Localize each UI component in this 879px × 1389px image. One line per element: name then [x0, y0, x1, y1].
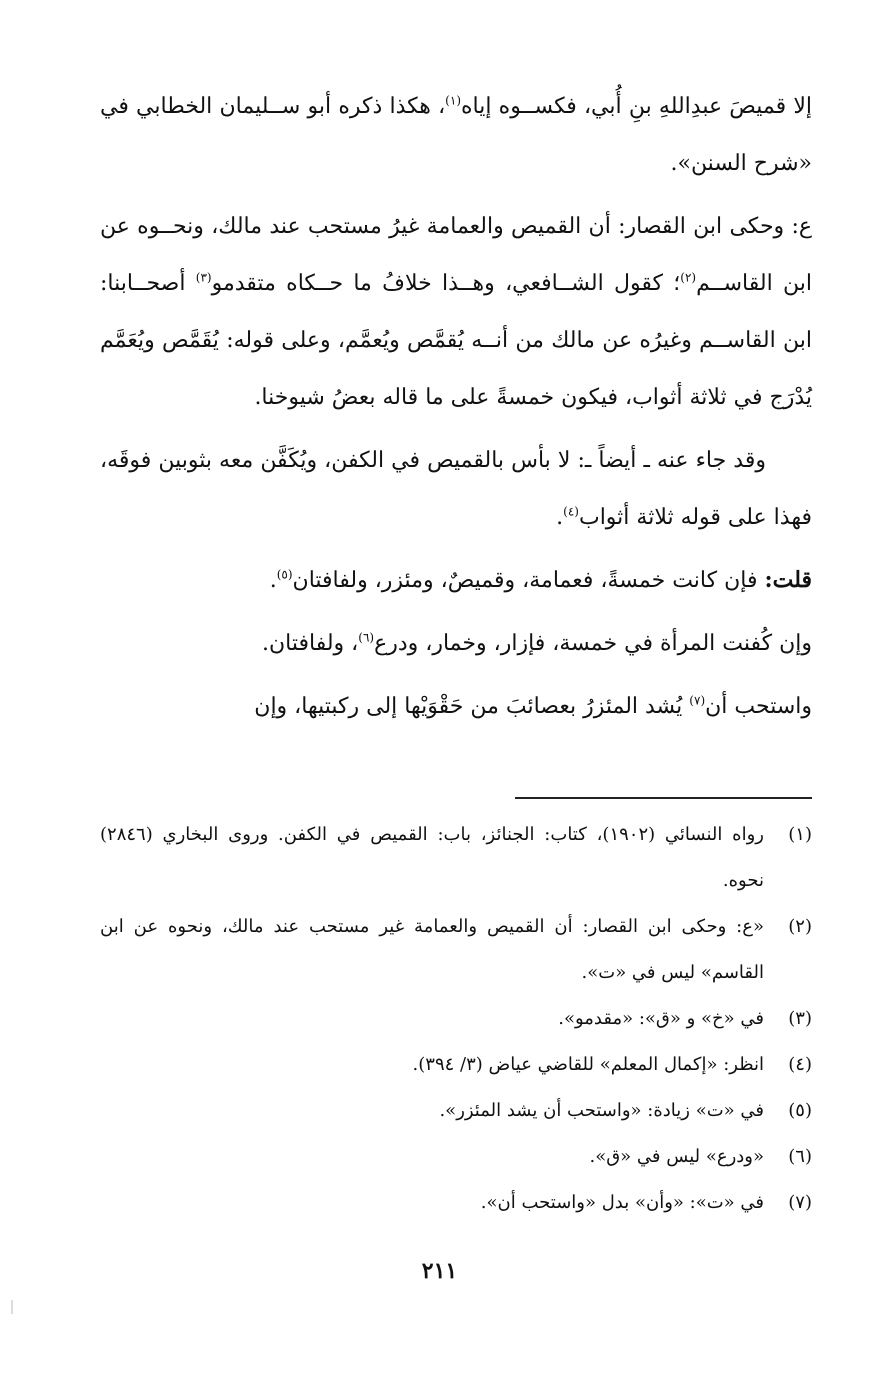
footnote-ref: (٢)	[680, 270, 697, 285]
footnote-ref: (٧)	[689, 693, 706, 708]
footnote-text: في «ت» زيادة: «واستحب أن يشد المئزر».	[439, 1100, 764, 1121]
text-run: واستحب أن	[705, 694, 812, 719]
paragraph-3	[100, 432, 812, 546]
text-run: وإن كُفنت المرأة في خمسة، فإزار، وخمار، ودرع	[374, 631, 812, 656]
footnote-number: (١)	[788, 824, 812, 845]
footnote-number: (٧)	[788, 1192, 812, 1213]
footnote-number: (٤)	[788, 1054, 812, 1075]
footnote-text: رواه النسائي (١٩٠٢)، كتاب: الجنائز، باب: القميص في الكفن. وروى البخاري (٢٨٤٦) نحوه.	[100, 824, 764, 891]
paragraph-1	[100, 78, 812, 192]
footnote-ref: (٥)	[276, 567, 293, 582]
footnote-item	[100, 1042, 812, 1088]
footnote-number: (٦)	[788, 1146, 812, 1167]
footnote-item	[100, 904, 812, 996]
footnote-ref: (٤)	[563, 504, 579, 519]
footnote-ref: (١)	[445, 93, 461, 108]
footnote-ref: (٦)	[358, 630, 375, 645]
text-run: إلا قميصَ عبدِاللهِ بنِ أُبي، فكســوه إياه	[461, 94, 812, 119]
text-run: ، هكذا ذكره أبو ســليمان الخطابي في «شرح السنن».	[100, 94, 812, 176]
text-run: ؛ كقول الشــافعي، وهــذا خلافُ ما حــكاه متقدمو	[211, 271, 681, 296]
lead-word: قلت:	[764, 567, 812, 593]
text-run: وقد جاء عنه ـ أيضاً ـ: لا بأس بالقميص في الكفن، ويُكَفَّن معه بثوبين فوقَه، فهذا على قوله ثلاثة أثواب	[100, 448, 812, 530]
footnote-text: في «خ» و «ق»: «مقدمو».	[558, 1008, 764, 1029]
paragraph-6	[100, 678, 812, 735]
footnote-number: (٥)	[788, 1100, 812, 1121]
footnote-number: (٢)	[788, 916, 812, 937]
footnote-text: «ودرع» ليس في «ق».	[589, 1146, 764, 1167]
footnote-item	[100, 1180, 812, 1226]
scan-margin-mark	[11, 1300, 13, 1314]
paragraph-4	[100, 552, 812, 609]
text-run: أصحــابنا: ابن القاســم وغيرُه عن مالك من أنــه يُقمَّص ويُعمَّم، وعلى قوله: يُقَمَّص ويُعَمَّم يُدْرَج في ثلاثة أثواب، فيكون خمسةً على ما قاله بعضُ شيوخنا.	[100, 271, 812, 410]
footnote-text: في «ت»: «وأن» بدل «واستحب أن».	[480, 1192, 764, 1213]
footnote-text: انظر: «إكمال المعلم» للقاضي عياض (٣/ ٣٩٤).	[412, 1054, 764, 1075]
footnote-item	[100, 996, 812, 1042]
footnote-text: «ع: وحكى ابن القصار: أن القميص والعمامة غير مستحب عند مالك، ونحوه عن ابن القاسم» ليس في «ت».	[100, 916, 764, 983]
page-number: ٢١١	[421, 1258, 458, 1284]
paragraph-5	[100, 615, 812, 672]
text-run: .	[269, 568, 277, 593]
text-run: يُشد المئزرُ بعصائبَ من حَقْوَيْها إلى ركبتيها، وإن	[254, 694, 690, 719]
footnote-item	[100, 1134, 812, 1180]
footnote-divider	[515, 797, 812, 799]
footnote-item	[100, 812, 812, 904]
footnote-ref: (٣)	[195, 270, 212, 285]
paragraph-2	[100, 198, 812, 426]
footnote-item	[100, 1088, 812, 1134]
footnote-number: (٣)	[788, 1008, 812, 1029]
text-run: ، ولفافتان.	[261, 631, 359, 656]
text-run: .	[556, 505, 564, 530]
footnotes	[100, 812, 812, 1226]
main-text	[100, 78, 812, 741]
text-run: فإن كانت خمسةً، فعمامة، وقميصٌ، ومئزر، ولفافتان	[292, 568, 765, 593]
text-run: ع: وحكى ابن القصار: أن القميص والعمامة غيرُ مستحب عند مالك، ونحــوه عن ابن القاســم	[100, 214, 812, 296]
